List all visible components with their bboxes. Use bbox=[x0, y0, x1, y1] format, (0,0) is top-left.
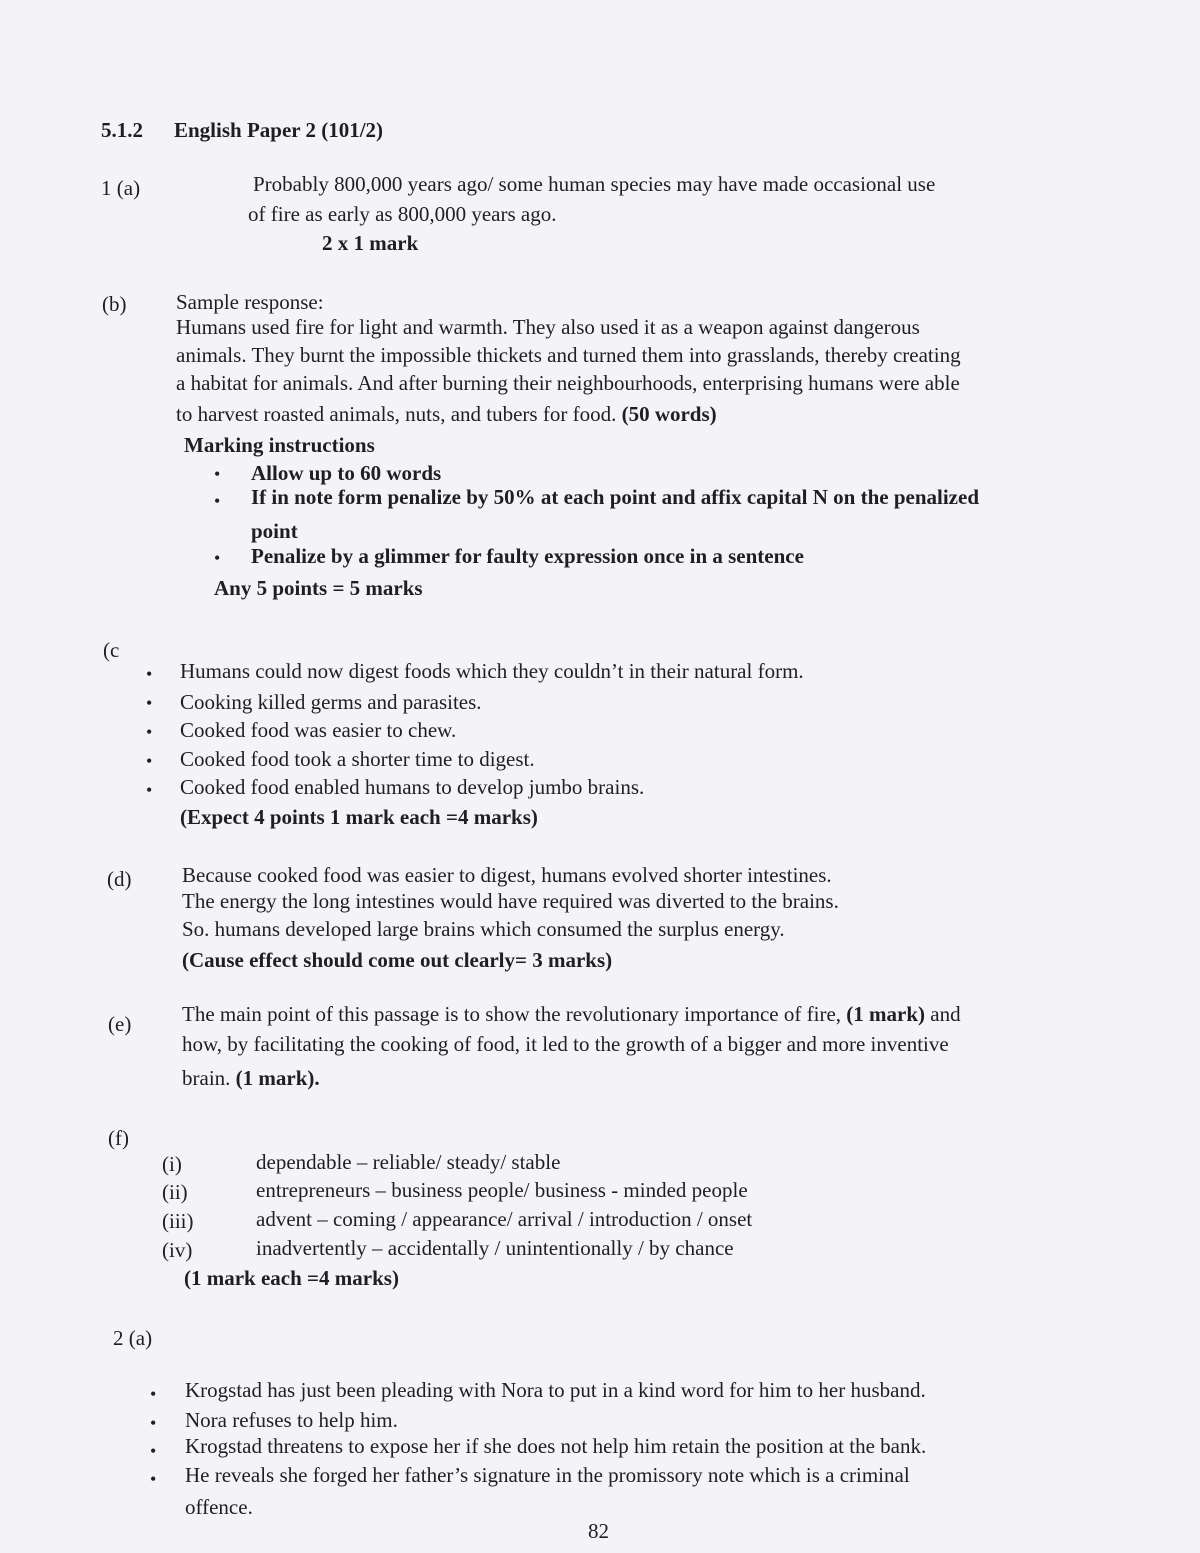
q1f-item-num: (ii) bbox=[162, 1180, 188, 1204]
q1b-instruction: Allow up to 60 words bbox=[251, 461, 442, 485]
q1a-line2: of fire as early as 800,000 years ago. bbox=[248, 202, 557, 226]
q1f-dash: – bbox=[356, 1150, 368, 1174]
bullet-icon: • bbox=[150, 1441, 157, 1461]
q1f-item-num: (i) bbox=[162, 1152, 182, 1176]
q1b-instruction: point bbox=[251, 519, 298, 543]
q1c-point: Cooked food enabled humans to develop jumbo brains. bbox=[180, 775, 645, 799]
q1e-line3-text: brain. bbox=[182, 1066, 231, 1090]
q1d-line: Because cooked food was easier to digest, humans evolved shorter intestines. bbox=[182, 863, 832, 887]
q1f-item-num: (iv) bbox=[162, 1238, 193, 1262]
bullet-icon: • bbox=[150, 1413, 157, 1433]
q1d-marks: (Cause effect should come out clearly= 3 marks) bbox=[182, 948, 613, 972]
q2a-point: He reveals she forged her father’s signature in the promissory note which is a criminal bbox=[185, 1463, 910, 1487]
q1b-instruction: If in note form penalize by 50% at each point and affix capital N on the penalized bbox=[251, 485, 979, 509]
bullet-icon: • bbox=[146, 693, 153, 713]
q1b-word-count: (50 words) bbox=[621, 402, 717, 426]
q1a-marks: 2 x 1 mark bbox=[322, 231, 419, 255]
bullet-icon: • bbox=[146, 751, 153, 771]
q1b-total: Any 5 points = 5 marks bbox=[214, 576, 423, 600]
q1d-line: So. humans developed large brains which consumed the surplus energy. bbox=[182, 917, 785, 941]
bullet-icon: • bbox=[146, 722, 153, 742]
q1e-line1-text: The main point of this passage is to show the revolutionary importance of fire, bbox=[182, 1002, 842, 1026]
q1f-dash: – bbox=[375, 1178, 387, 1202]
q1e-label: (e) bbox=[108, 1012, 132, 1036]
bullet-icon: • bbox=[214, 548, 221, 568]
q1c-point: Cooked food was easier to chew. bbox=[180, 718, 457, 742]
bullet-icon: • bbox=[146, 780, 153, 800]
section-number: 5.1.2 bbox=[101, 118, 143, 142]
q1c-point: Cooking killed germs and parasites. bbox=[180, 690, 482, 714]
q1f-word: entrepreneurs bbox=[256, 1178, 371, 1202]
q1c-marks: (Expect 4 points 1 mark each =4 marks) bbox=[180, 805, 538, 829]
q1f-word: advent bbox=[256, 1207, 312, 1231]
q1f-word: dependable bbox=[256, 1150, 352, 1174]
q1d-label: (d) bbox=[107, 867, 132, 891]
q1f-item bbox=[256, 1234, 734, 1262]
q2a-last-line: offence. bbox=[185, 1495, 253, 1519]
bullet-icon: • bbox=[146, 664, 153, 684]
q1a-label: 1 (a) bbox=[101, 176, 141, 200]
q2a-point: Krogstad threatens to expose her if she does not help him retain the position at the bank. bbox=[185, 1434, 927, 1458]
q1f-item bbox=[256, 1148, 560, 1176]
q1b-last-line-text: to harvest roasted animals, nuts, and tubers for food. bbox=[176, 402, 617, 426]
bullet-icon: • bbox=[150, 1469, 157, 1489]
q1e-line1-end: and bbox=[930, 1002, 961, 1026]
q1b-last-line bbox=[176, 400, 717, 428]
q1f-meaning: business people/ business - minded people bbox=[391, 1178, 748, 1202]
q1f-marks: (1 mark each =4 marks) bbox=[184, 1266, 399, 1290]
page-number: 82 bbox=[588, 1519, 609, 1543]
q1f-dash: – bbox=[317, 1207, 328, 1231]
bullet-icon: • bbox=[214, 491, 221, 511]
q1f-item-num: (iii) bbox=[162, 1209, 194, 1233]
bullet-icon: • bbox=[150, 1384, 157, 1404]
q1f-word: inadvertently bbox=[256, 1236, 367, 1260]
q2a-point: Krogstad has just been pleading with Nora to put in a kind word for him to her husband. bbox=[185, 1378, 926, 1402]
q1e-line1-mark: (1 mark) bbox=[846, 1002, 925, 1026]
q1b-line: Humans used fire for light and warmth. They also used it as a weapon against dangerous bbox=[176, 315, 920, 339]
q1b-label: (b) bbox=[102, 292, 127, 316]
q1e-line3-mark: (1 mark). bbox=[235, 1066, 320, 1090]
q1c-point: Cooked food took a shorter time to digest. bbox=[180, 747, 535, 771]
q1c-label: (c bbox=[103, 638, 120, 662]
q1b-instructions-title: Marking instructions bbox=[184, 433, 375, 457]
q1a-line1: Probably 800,000 years ago/ some human species may have made occasional use bbox=[253, 172, 936, 196]
q1f-meaning: reliable/ steady/ stable bbox=[372, 1150, 561, 1174]
q1f-label: (f) bbox=[108, 1126, 129, 1150]
q1f-meaning: coming / appearance/ arrival / introduction / onset bbox=[332, 1207, 753, 1231]
section-title: English Paper 2 (101/2) bbox=[174, 118, 384, 142]
q2a-point: Nora refuses to help him. bbox=[185, 1408, 398, 1432]
q1f-meaning: accidentally / unintentionally / by chance bbox=[387, 1236, 734, 1260]
q1b-sample-label: Sample response: bbox=[176, 290, 324, 314]
q2a-label: 2 (a) bbox=[113, 1326, 153, 1350]
bullet-icon: • bbox=[214, 464, 221, 484]
q1f-dash: – bbox=[372, 1236, 383, 1260]
q1f-item bbox=[256, 1205, 752, 1233]
q1d-line: The energy the long intestines would have required was diverted to the brains. bbox=[182, 889, 839, 913]
q1e-line3 bbox=[182, 1064, 320, 1092]
q1e-line1 bbox=[182, 1000, 961, 1028]
q1b-line: animals. They burnt the impossible thickets and turned them into grasslands, thereby creating bbox=[176, 343, 961, 367]
q1e-line2: how, by facilitating the cooking of food, it led to the growth of a bigger and more inventive bbox=[182, 1032, 949, 1056]
q1b-line: a habitat for animals. And after burning their neighbourhoods, enterprising humans were able bbox=[176, 371, 960, 395]
q1f-item bbox=[256, 1176, 748, 1204]
q1c-point: Humans could now digest foods which they couldn’t in their natural form. bbox=[180, 659, 804, 683]
q1b-instruction: Penalize by a glimmer for faulty expression once in a sentence bbox=[251, 544, 804, 568]
